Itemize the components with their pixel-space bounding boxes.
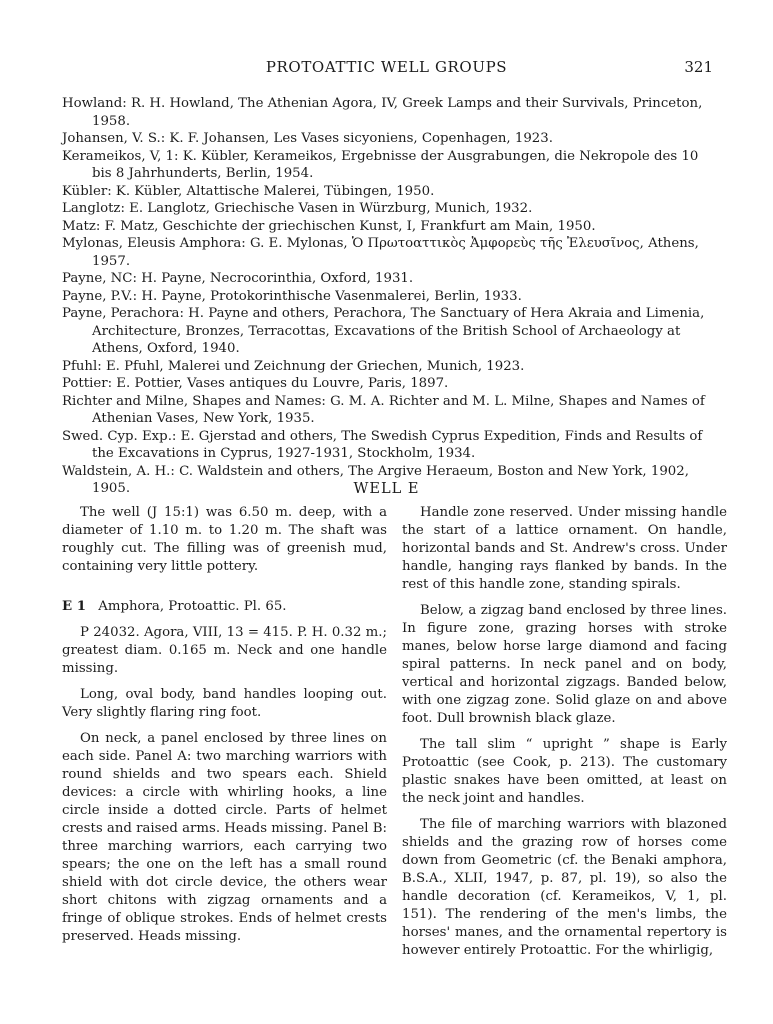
bib-entry: Payne, Perachora: H. Payne and others, Perachora, The Sanctuary of Hera Akraia and Limenia, Architecture, Bronzes, Terracottas, Excavations of the British School of Archaeology at Athens, Oxford, 1940.: [62, 306, 705, 356]
bib-entry: Waldstein, A. H.: C. Waldstein and others, The Argive Heraeum, Boston and New York, 1902, 1905.: [62, 463, 689, 496]
section-title: WELL E: [353, 481, 420, 497]
catalog-item-title: Amphora, Protoattic. Pl. 65.: [98, 599, 287, 614]
page-number: 321: [684, 58, 713, 76]
catalog-item-shape: Long, oval body, band handles looping out. Very slightly flaring ring foot.: [62, 687, 387, 720]
bib-entry: Johansen, V. S.: K. F. Johansen, Les Vases sicyoniens, Copenhagen, 1923.: [62, 131, 553, 146]
bib-entry: Pfuhl: E. Pfuhl, Malerei und Zeichnung der Griechen, Munich, 1923.: [62, 358, 525, 374]
bib-entry: Richter and Milne, Shapes and Names: G. M. A. Richter and M. L. Milne, Shapes and Names of Athenian Vases, New York, 1935.: [62, 393, 705, 426]
bib-entry: Matz: F. Matz, Geschichte der griechischen Kunst, I, Frankfurt am Main, 1950.: [62, 218, 596, 234]
text-paragraph: Handle zone reserved. Under missing handle the start of a lattice ornament. On handle, horizontal bands and St. Andrew's cross. Under handle, hanging rays flanked by bands. In the rest of this handle zone, standing spirals.: [402, 505, 727, 592]
bib-entry: Payne, P.V.: H. Payne, Protokorinthische Vasenmalerei, Berlin, 1933.: [62, 288, 522, 304]
bib-entry: Payne, NC: H. Payne, Necrocorinthia, Oxford, 1931.: [62, 271, 414, 286]
catalog-item-heading: [62, 598, 387, 616]
bib-entry: Howland: R. H. Howland, The Athenian Agora, IV, Greek Lamps and their Survivals, Princeton, 1958.: [62, 96, 703, 129]
bib-entry: Langlotz: E. Langlotz, Griechische Vasen in Würzburg, Munich, 1932.: [62, 201, 533, 216]
text-paragraph: The file of marching warriors with blazoned shields and the grazing row of horses come down from Geometric (cf. the Benaki amphora, B.S.A., XLII, 1947, p. 87, pl. 19), so also the handle decoration (cf. Kerameikos, V, 1, pl. 151). The rendering of the men's limbs, the horses' manes, and the ornamental repertory is however entirely Protoattic. For the whirligig,: [402, 817, 727, 958]
bibliography-list: [62, 95, 712, 498]
bib-entry: Swed. Cyp. Exp.: E. Gjerstad and others, The Swedish Cyprus Expedition, Finds and Results of the Excavations in Cyprus, 1927-1931, Stockholm, 1934.: [62, 428, 703, 461]
catalog-item-decoration: On neck, a panel enclosed by three lines on each side. Panel A: two marching warriors with round shields and two spears each. Shield devices: a circle with whirling hooks, a line circle inside a dotted circle. Parts of helmet crests and raised arms. Heads missing. Panel B: three marching warriors, each carrying two spears; the one on the left has a small round shield with dot circle device, the others wear short chitons with zigzag ornaments and a fringe of oblique strokes. Ends of helmet crests preserved. Heads missing.: [62, 731, 387, 944]
text-paragraph: Below, a zigzag band enclosed by three lines. In figure zone, grazing horses with stroke manes, below horse large diamond and facing spiral patterns. In neck panel and on body, vertical and horizontal zigzags. Banded below, with one zigzag zone. Solid glaze on and above foot. Dull brownish black glaze.: [402, 603, 727, 726]
bib-entry: Kübler: K. Kübler, Altattische Malerei, Tübingen, 1950.: [62, 183, 435, 199]
running-head: PROTOATTIC WELL GROUPS: [265, 58, 508, 76]
right-column: [402, 504, 727, 968]
bib-entry: Pottier: E. Pottier, Vases antiques du Louvre, Paris, 1897.: [62, 376, 449, 391]
catalog-item-measurements: P 24032. Agora, VIII, 13 = 415. P. H. 0.32 m.; greatest diam. 0.165 m. Neck and one handle missing.: [62, 625, 387, 676]
left-column: [62, 504, 387, 954]
text-paragraph: The tall slim “ upright ” shape is Early Protoattic (see Cook, p. 213). The customary plastic snakes have been omitted, at least on the neck joint and handles.: [402, 737, 727, 806]
bib-entry: Mylonas, Eleusis Amphora: G. E. Mylonas, Ὁ Πρωτοαττικὸς Ἀμφορεὺς τῆς Ἐλευσῖνος, Athens, 1957.: [62, 236, 699, 269]
well-description: The well (J 15:1) was 6.50 m. deep, with a diameter of 1.10 m. to 1.20 m. The shaft was roughly cut. The filling was of greenish mud, containing very little pottery.: [62, 505, 387, 574]
bib-entry: Kerameikos, V, 1: K. Kübler, Kerameikos, Ergebnisse der Ausgrabungen, die Nekropole des 10 bis 8 Jahrhunderts, Berlin, 1954.: [62, 148, 699, 181]
catalog-item-id: E 1: [62, 599, 87, 614]
